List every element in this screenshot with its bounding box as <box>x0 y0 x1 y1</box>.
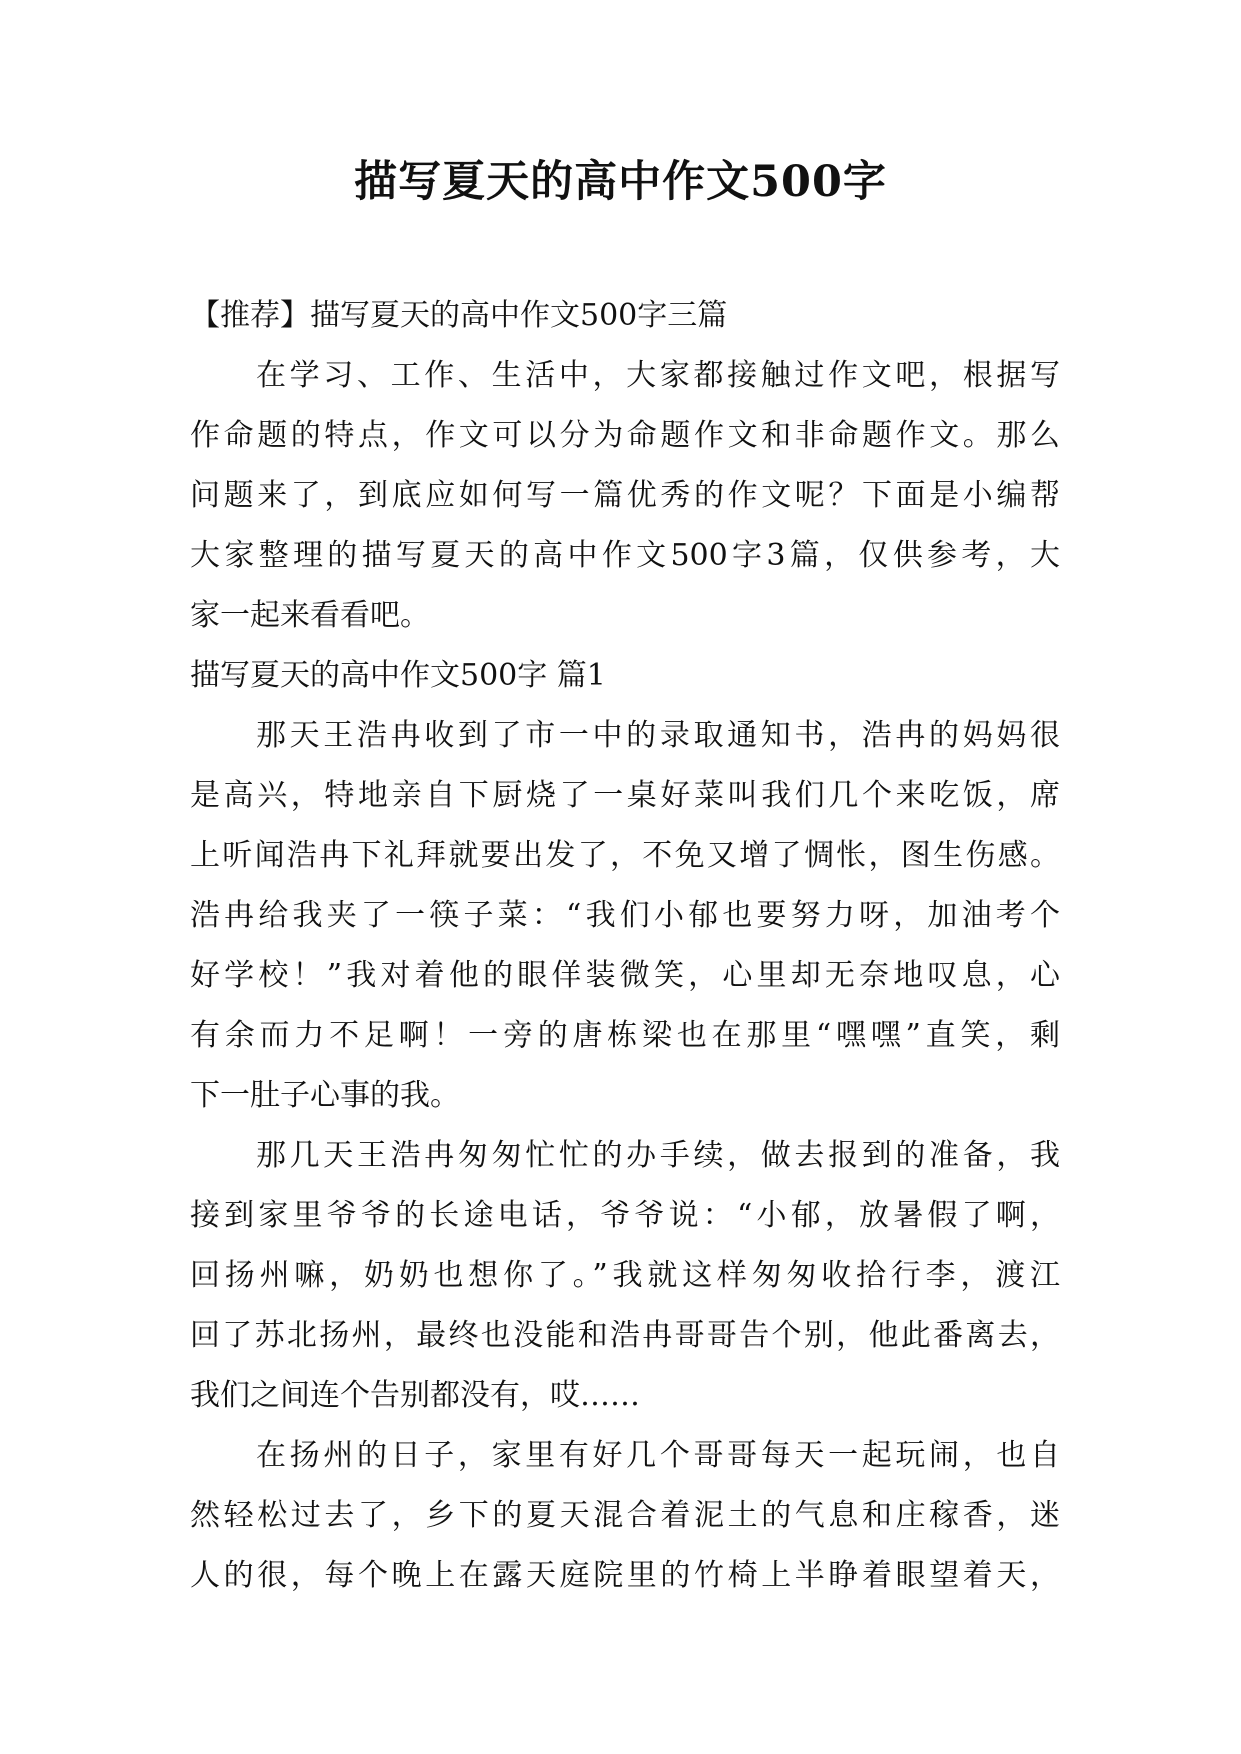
paragraph-line: 问题来了，到底应如何写一篇优秀的作文呢？下面是小编帮 <box>190 478 1060 513</box>
paragraph-line: 大家整理的描写夏天的高中作文500字3篇，仅供参考，大 <box>190 538 1060 573</box>
paragraph-line: 是高兴，特地亲自下厨烧了一桌好菜叫我们几个来吃饭，席 <box>190 778 1060 813</box>
document-title: 描写夏天的高中作文500字 <box>354 157 887 207</box>
paragraph-line: 回扬州嘛，奶奶也想你了。”我就这样匆匆收拾行李，渡江 <box>190 1258 1060 1293</box>
paragraph-line: 接到家里爷爷的长途电话，爷爷说：“小郁，放暑假了啊， <box>190 1198 1060 1233</box>
intro-paragraph <box>190 346 1060 646</box>
paragraph-line: 浩冉给我夹了一筷子菜：“我们小郁也要努力呀，加油考个 <box>190 898 1060 933</box>
paragraph-line: 好学校！”我对着他的眼佯装微笑，心里却无奈地叹息，心 <box>190 958 1060 993</box>
paragraph-line: 在学习、工作、生活中，大家都接触过作文吧，根据写 <box>256 358 1060 393</box>
paragraph-line: 那几天王浩冉匆匆忙忙的办手续，做去报到的准备，我 <box>256 1138 1060 1173</box>
paragraph-line: 作命题的特点，作文可以分为命题作文和非命题作文。那么 <box>190 418 1060 453</box>
paragraph-line: 回了苏北扬州，最终也没能和浩冉哥哥告个别，他此番离去， <box>190 1318 1060 1353</box>
document-subtitle: 【推荐】描写夏天的高中作文500字三篇 <box>190 298 728 333</box>
paragraph-line: 上听闻浩冉下礼拜就要出发了，不免又增了惆怅，图生伤感。 <box>190 838 1060 873</box>
paragraph-line: 有余而力不足啊！一旁的唐栋梁也在那里“嘿嘿”直笑，剩 <box>190 1018 1060 1053</box>
document-body <box>190 286 1060 1606</box>
paragraph-line: 然轻松过去了，乡下的夏天混合着泥土的气息和庄稼香，迷 <box>190 1498 1060 1533</box>
paragraph-line: 人的很，每个晚上在露天庭院里的竹椅上半睁着眼望着天， <box>190 1558 1060 1593</box>
paragraph-line: 那天王浩冉收到了市一中的录取通知书，浩冉的妈妈很 <box>256 718 1060 753</box>
section-heading: 描写夏天的高中作文500字 篇1 <box>190 658 606 693</box>
body-paragraph-2 <box>190 1126 1060 1426</box>
paragraph-line: 下一肚子心事的我。 <box>190 1078 460 1113</box>
body-paragraph-1 <box>190 706 1060 1126</box>
paragraph-line: 家一起来看看吧。 <box>190 598 430 633</box>
body-paragraph-3 <box>190 1426 1060 1606</box>
paragraph-line: 我们之间连个告别都没有，哎…… <box>190 1378 640 1413</box>
paragraph-line: 在扬州的日子，家里有好几个哥哥每天一起玩闹，也自 <box>256 1438 1060 1473</box>
